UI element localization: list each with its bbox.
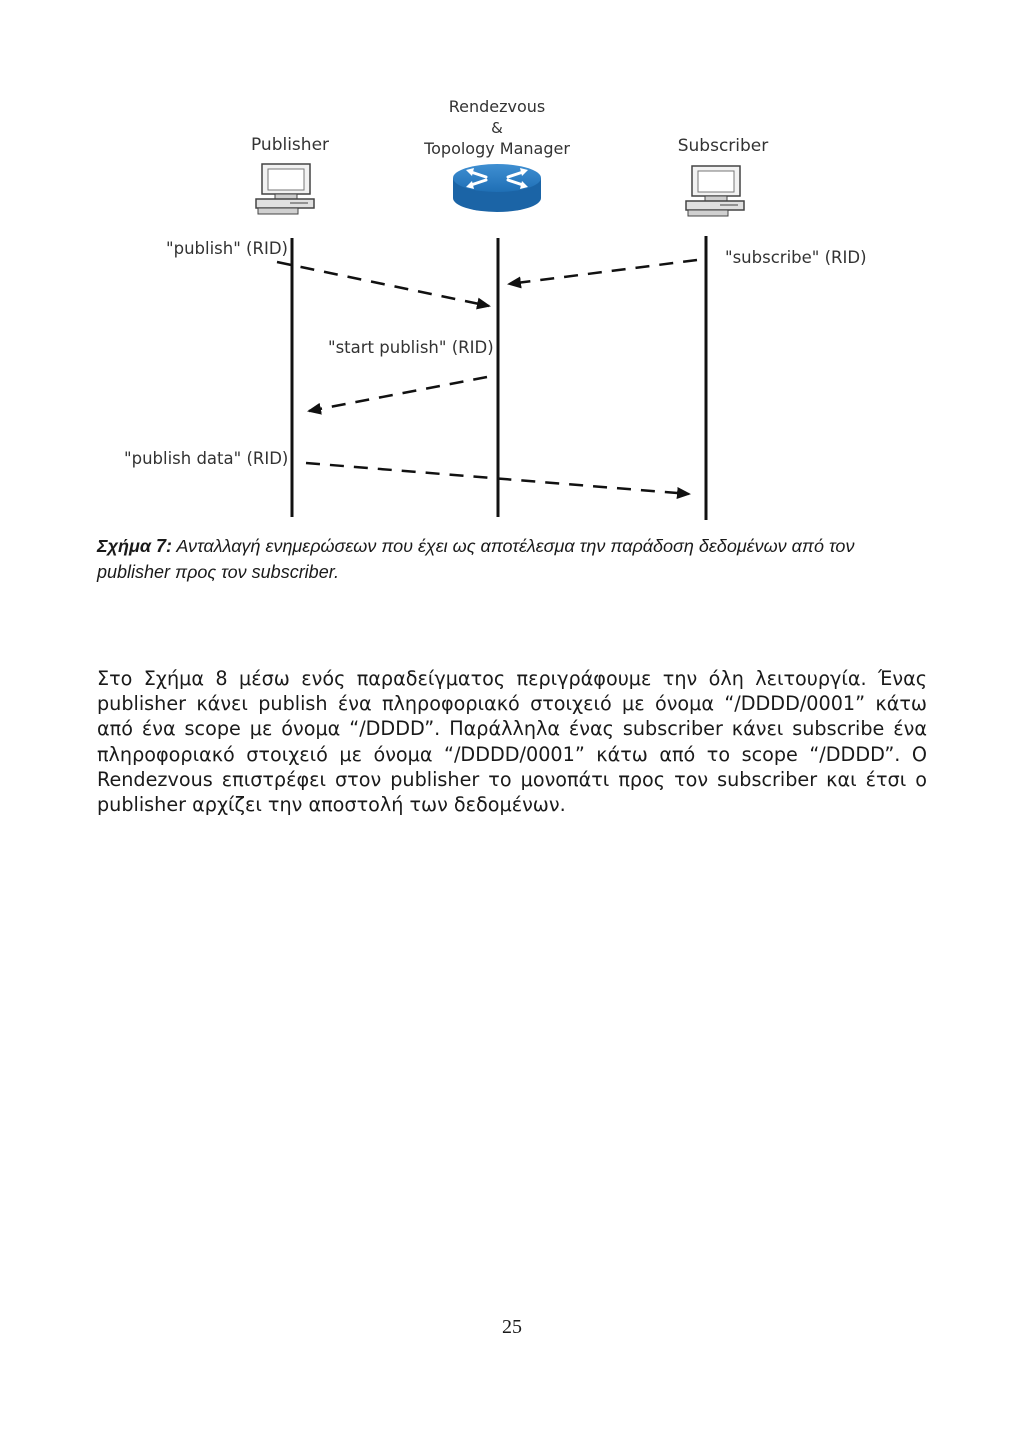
- publish-arrow: [277, 262, 489, 306]
- manager-label-line3: Topology Manager: [424, 139, 570, 158]
- figure-caption: [97, 533, 927, 585]
- router-icon: [453, 164, 541, 212]
- publish-data-message-label: "publish data" (RID): [124, 449, 289, 468]
- subscribe-arrow: [509, 260, 697, 284]
- sequence-diagram: [0, 0, 1024, 530]
- subscriber-computer-icon: [686, 166, 744, 216]
- page-number: 25: [502, 1316, 522, 1338]
- figure-caption-text: Ανταλλαγή ενημερώσεων που έχει ως αποτέλεσμα την παράδοση δεδομένων από τον publisher προς τον subscriber.: [97, 536, 855, 582]
- body-paragraph: Στο Σχήμα 8 μέσω ενός παραδείγματος περιγράφουμε την όλη λειτουργία. Ένας publisher κάνει publish ένα πληροφοριακό στοιχειό με όνομα “/DDDD/0001” κάτω από ένα scope με όνομα “/DDDD”. Παράλληλα ένας subscriber κάνει subscribe ένα πληροφοριακό στοιχειό με όνομα “/DDDD/0001” κάτω από το scope “/DDDD”. Ο Rendezvous επιστρέφει στον publisher το μονοπάτι προς τον subscriber και έτσι ο publisher αρχίζει την αποστολή των δεδομένων.: [97, 667, 927, 817]
- manager-label-line1: Rendezvous: [448, 97, 546, 116]
- publisher-computer-icon: [256, 164, 314, 214]
- figure-caption-label: Σχήμα 7:: [97, 536, 173, 556]
- manager-label-line2: &: [491, 119, 503, 137]
- subscriber-label: Subscriber: [677, 136, 769, 156]
- subscribe-message-label: "subscribe" (RID): [725, 248, 867, 267]
- start-publish-arrow: [309, 377, 487, 411]
- start-publish-message-label: "start publish" (RID): [328, 338, 494, 357]
- publish-message-label: "publish" (RID): [166, 239, 288, 258]
- publisher-label: Publisher: [250, 135, 330, 155]
